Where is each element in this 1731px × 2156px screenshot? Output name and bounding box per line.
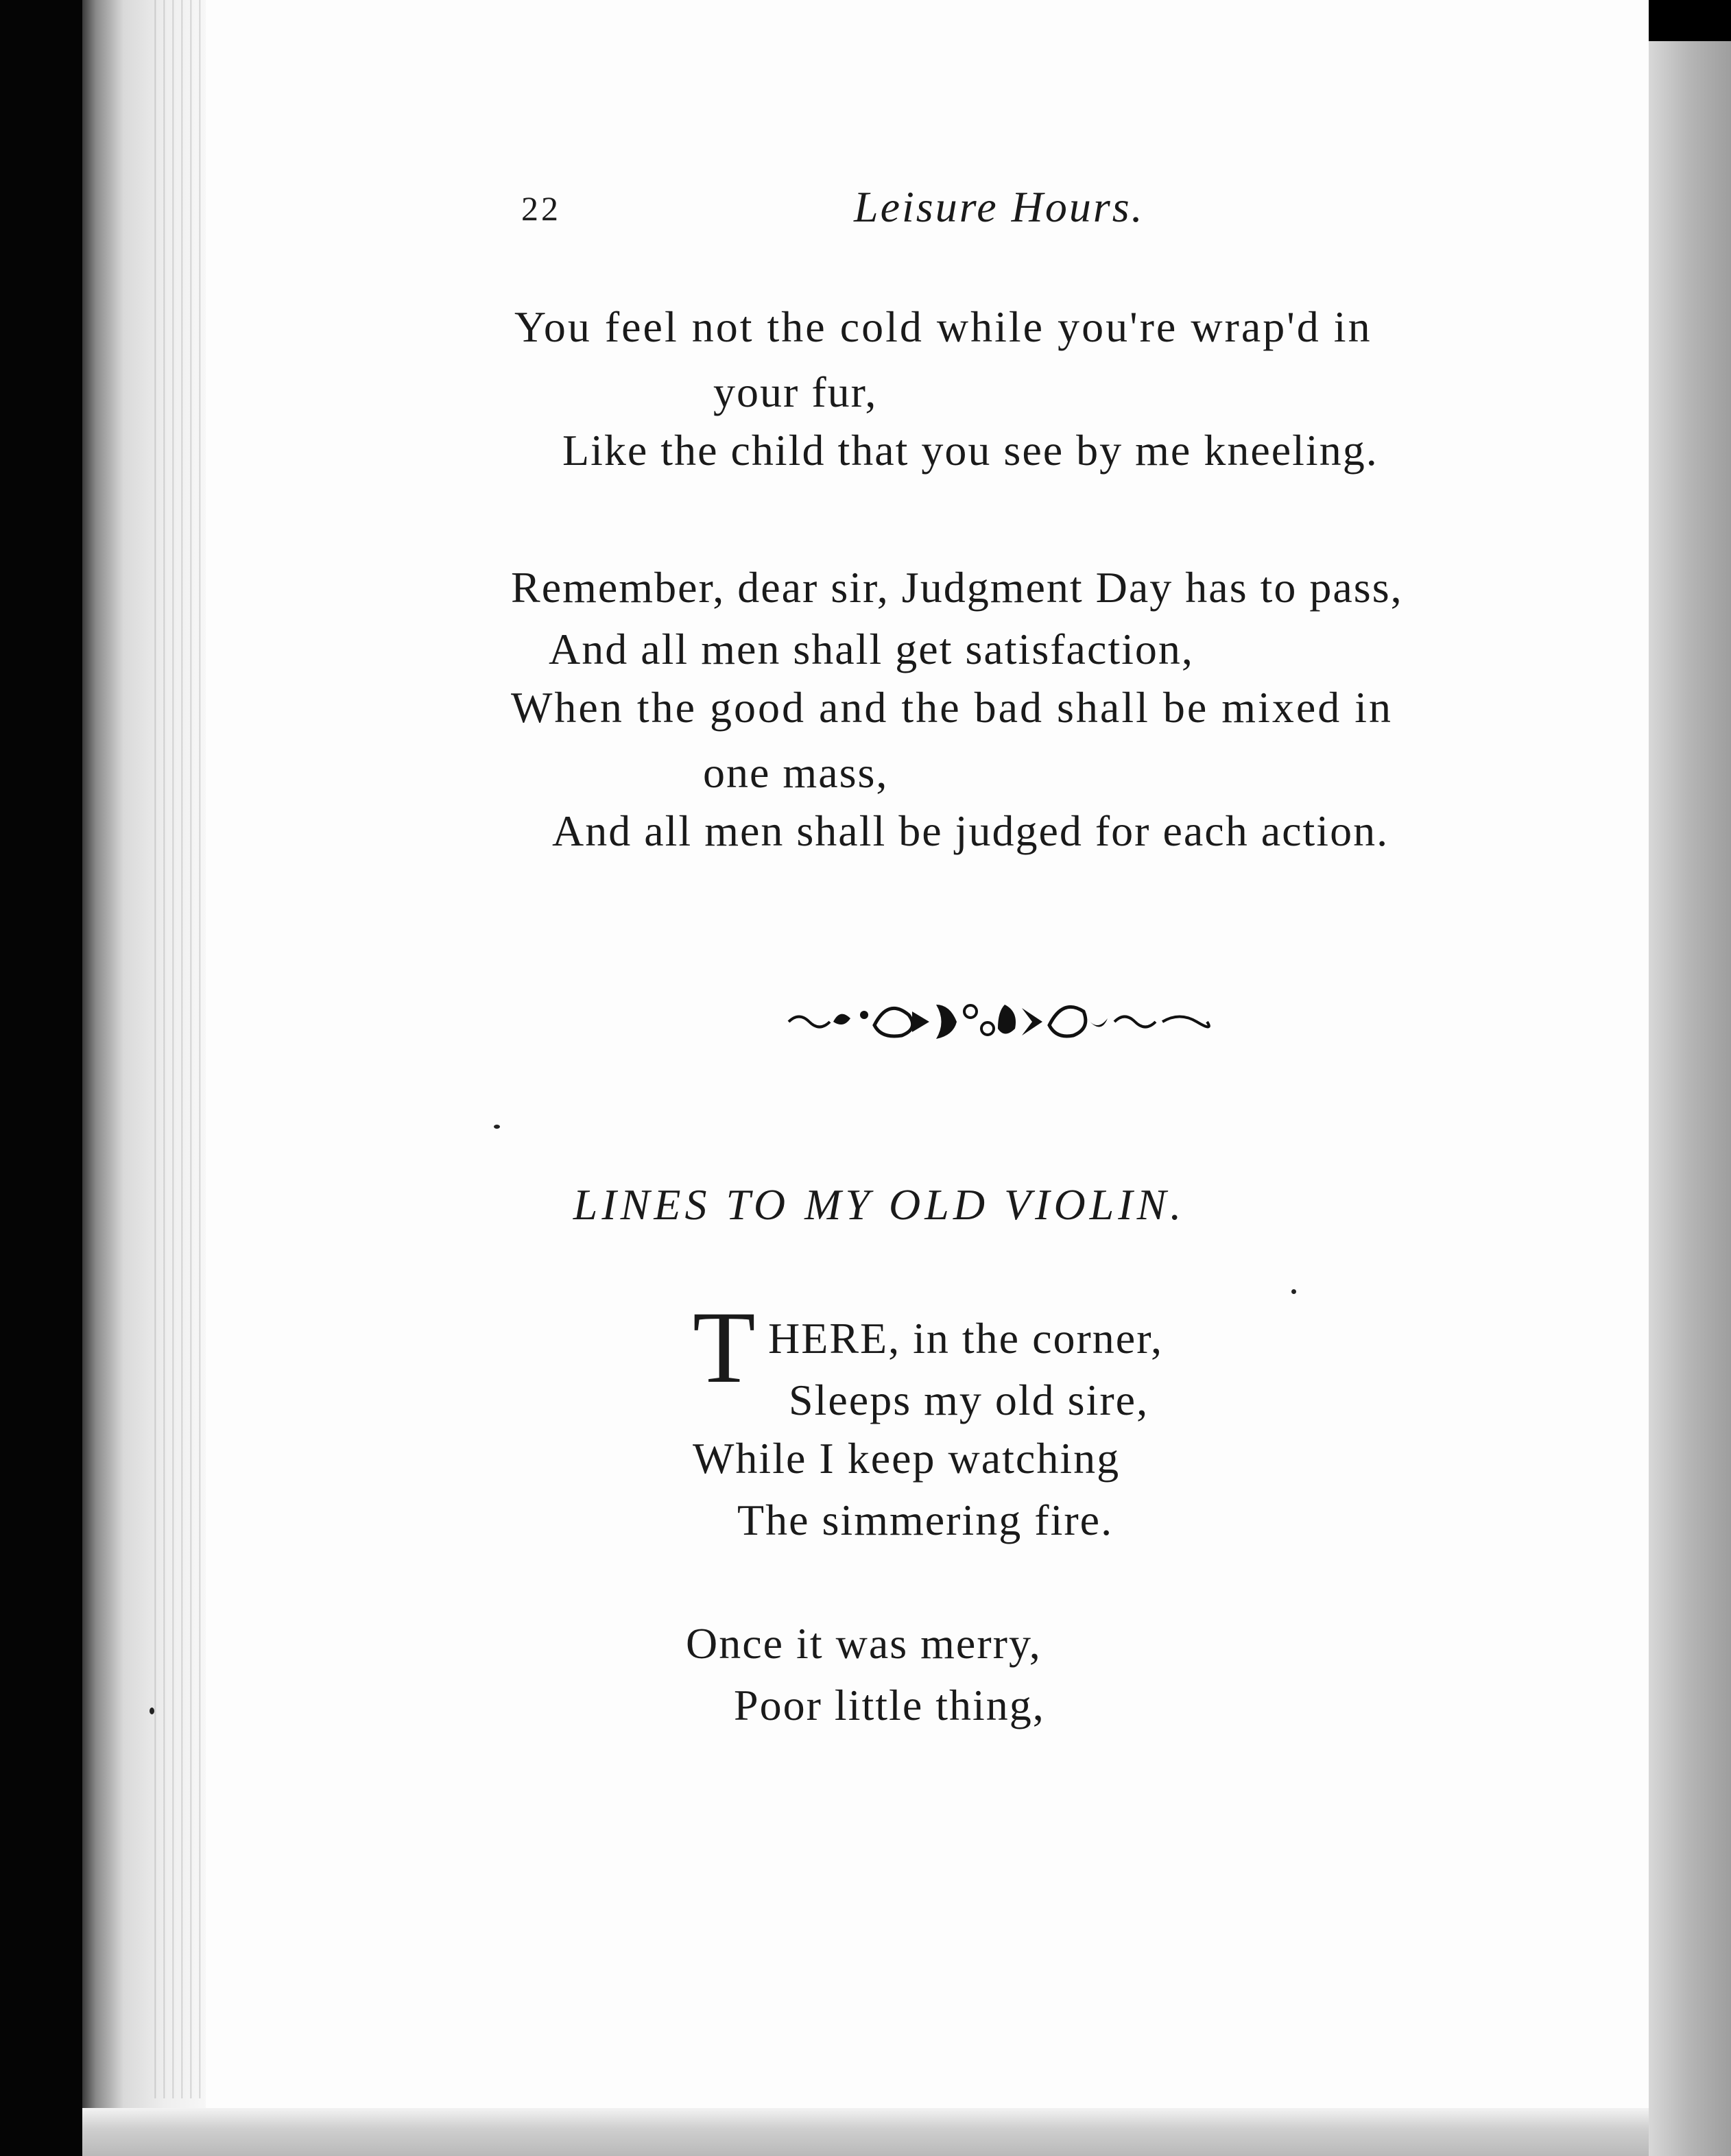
right-corner-shadow — [1649, 0, 1731, 41]
bottom-page-edge — [82, 2108, 1649, 2156]
poem-title — [0, 1179, 1731, 1230]
verse-line: And all men shall get satisfaction, — [549, 625, 1194, 673]
book-binding-edge — [0, 0, 82, 2156]
page-stack-lines — [147, 0, 202, 2098]
verse-line: The simmering fire. — [737, 1496, 1114, 1544]
verse-line: You feel not the cold while you're wrap'd in — [514, 302, 1372, 351]
verse-line: Like the child that you see by me kneeling. — [562, 426, 1378, 475]
verse-line: Sleeps my old sire, — [789, 1376, 1149, 1424]
running-title: Leisure Hours. — [854, 182, 1145, 231]
verse-line: one mass, — [703, 748, 889, 797]
verse-line: Remember, dear sir, Judgment Day has to pass, — [511, 563, 1403, 612]
verse-line: When the good and the bad shall be mixed in — [511, 683, 1394, 732]
running-head — [0, 175, 1731, 230]
page-number: 22 — [521, 189, 561, 228]
verse-line: While I keep watching — [693, 1434, 1121, 1483]
scan-speck — [150, 1708, 154, 1714]
drop-cap: T — [693, 1291, 756, 1404]
poem-title-text: LINES TO MY OLD VIOLIN. — [573, 1180, 1186, 1229]
verse-line: Once it was merry, — [686, 1619, 1042, 1668]
verse-line: And all men shall be judged for each action. — [552, 806, 1389, 855]
verse-line: your fur, — [713, 368, 878, 416]
verse-line: Poor little thing, — [734, 1681, 1045, 1729]
right-page-edge — [1649, 0, 1731, 2156]
scan-speck — [494, 1125, 500, 1129]
floral-ornament — [785, 991, 1210, 1053]
verse-line: HERE, in the corner, — [768, 1314, 1163, 1363]
scan-speck — [1291, 1289, 1296, 1294]
